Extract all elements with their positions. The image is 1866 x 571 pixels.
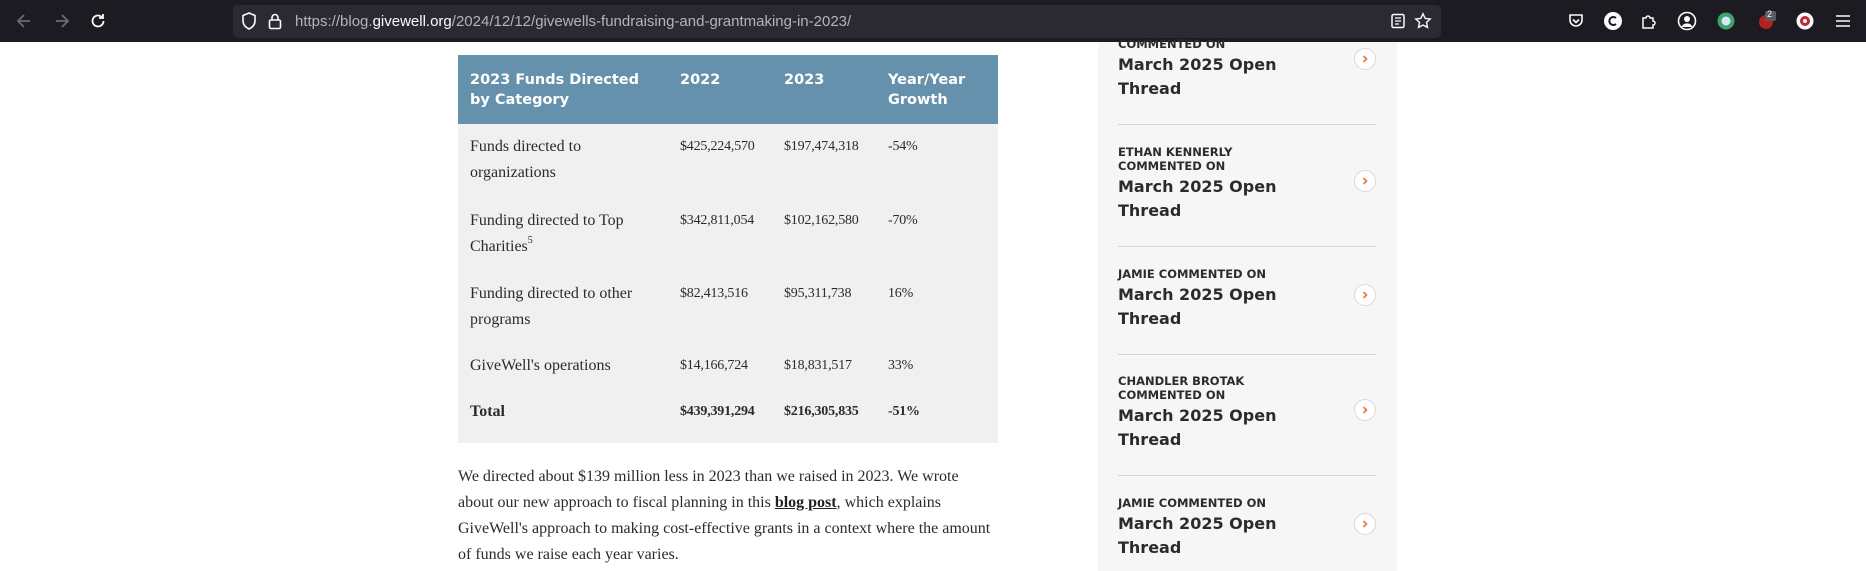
row-label: Funds directed to organizations [470, 138, 582, 181]
menu-icon[interactable] [1832, 10, 1854, 32]
back-button[interactable] [12, 9, 36, 33]
value-2022: $425,224,570 [680, 139, 755, 154]
value-2023: $18,831,517 [784, 358, 852, 373]
header-category: 2023 Funds Directed by Category [470, 72, 640, 108]
reload-button[interactable] [86, 9, 110, 33]
funds-table [458, 55, 998, 443]
blog-post-link[interactable]: blog post [774, 494, 837, 511]
comment-author: ETHAN KENNERLY COMMENTED ON [1118, 145, 1233, 173]
value-2022: $82,413,516 [680, 286, 748, 301]
table-row [458, 271, 998, 343]
chevron-right-icon[interactable] [1354, 170, 1376, 192]
extension-shield-icon[interactable] [1755, 10, 1777, 32]
table-row [458, 198, 998, 271]
header-2022: 2022 [680, 72, 721, 88]
divider [1118, 124, 1376, 125]
divider [1118, 246, 1376, 247]
comment-item[interactable] [1118, 267, 1376, 331]
account-icon[interactable] [1676, 10, 1698, 32]
divider [1118, 354, 1376, 355]
extension-s-icon[interactable] [1794, 10, 1816, 32]
browser-toolbar [0, 0, 1866, 42]
recent-comments-sidebar [1098, 37, 1397, 571]
bookmark-star-icon[interactable] [1411, 9, 1435, 33]
growth-value: 33% [888, 358, 914, 373]
header-2023: 2023 [784, 72, 825, 88]
row-label: Funding directed to Top Charities$^5$ [470, 212, 624, 255]
growth-value: -51% [888, 404, 920, 419]
comment-item[interactable] [1118, 496, 1376, 560]
comment-author: COMMENTED ON [1118, 37, 1226, 51]
comment-post-title[interactable]: March 2025 Open Thread [1118, 406, 1277, 449]
comment-post-title[interactable]: March 2025 Open Thread [1118, 177, 1277, 220]
comment-post-title[interactable]: March 2025 Open Thread [1118, 55, 1277, 98]
shield-icon[interactable] [237, 9, 261, 33]
body-paragraph: We directed about $139 million less in 2023 than we raised in 2023. We wrote about our new approach to fiscal planning in this blog post, which explains GiveWell's approach to making cost-effective grants in a context where the amount of funds we raise each year varies. [458, 468, 991, 563]
row-label: Funding directed to other programs [470, 285, 633, 328]
reload-icon [89, 12, 107, 30]
reader-view-icon[interactable] [1386, 9, 1410, 33]
comment-post-title[interactable]: March 2025 Open Thread [1118, 514, 1277, 557]
table-row [458, 343, 998, 389]
value-2023: $197,474,318 [784, 139, 859, 154]
url-text[interactable]: https://blog.givewell.org/2024/12/12/givewells-fundraising-and-grantmaking-in-2023/ [295, 13, 852, 30]
comment-item[interactable] [1118, 145, 1376, 223]
extensions-puzzle-icon[interactable] [1638, 10, 1660, 32]
comment-author: JAMIE COMMENTED ON [1118, 267, 1266, 281]
table-header-row [458, 55, 998, 124]
extension-c-icon[interactable] [1602, 10, 1624, 32]
growth-value: -54% [888, 139, 918, 154]
comment-item[interactable] [1118, 37, 1376, 101]
chevron-right-icon[interactable] [1354, 513, 1376, 535]
arrow-left-icon [15, 12, 33, 30]
chevron-right-icon[interactable] [1354, 284, 1376, 306]
value-2023: $95,311,738 [784, 286, 852, 301]
extension-globe-icon[interactable] [1715, 10, 1737, 32]
comment-post-title[interactable]: March 2025 Open Thread [1118, 285, 1277, 328]
value-2022: $439,391,294 [680, 404, 755, 419]
growth-value: 16% [888, 286, 914, 301]
value-2023: $216,305,835 [784, 404, 859, 419]
forward-button[interactable] [50, 9, 74, 33]
row-label: GiveWell's operations [470, 357, 611, 374]
extension-badge: 2 [1767, 9, 1773, 19]
divider [1118, 475, 1376, 476]
lock-icon[interactable] [263, 9, 287, 33]
row-label: Total [470, 403, 505, 420]
value-2022: $14,166,724 [680, 358, 748, 373]
comment-item[interactable] [1118, 374, 1376, 452]
arrow-right-icon [53, 12, 71, 30]
table-total-row [458, 389, 998, 443]
comment-author: CHANDLER BROTAK COMMENTED ON [1118, 374, 1245, 402]
value-2023: $102,162,580 [784, 213, 859, 228]
chevron-right-icon[interactable] [1354, 399, 1376, 421]
chevron-right-icon[interactable] [1354, 48, 1376, 70]
header-growth: Year/Year Growth [888, 72, 966, 108]
pocket-icon[interactable] [1565, 10, 1587, 32]
value-2022: $342,811,054 [680, 213, 755, 228]
comment-author: JAMIE COMMENTED ON [1118, 496, 1266, 510]
growth-value: -70% [888, 213, 918, 228]
address-bar[interactable] [233, 5, 1441, 38]
footnote-link[interactable]: 5 [527, 235, 533, 246]
table-row [458, 124, 998, 198]
